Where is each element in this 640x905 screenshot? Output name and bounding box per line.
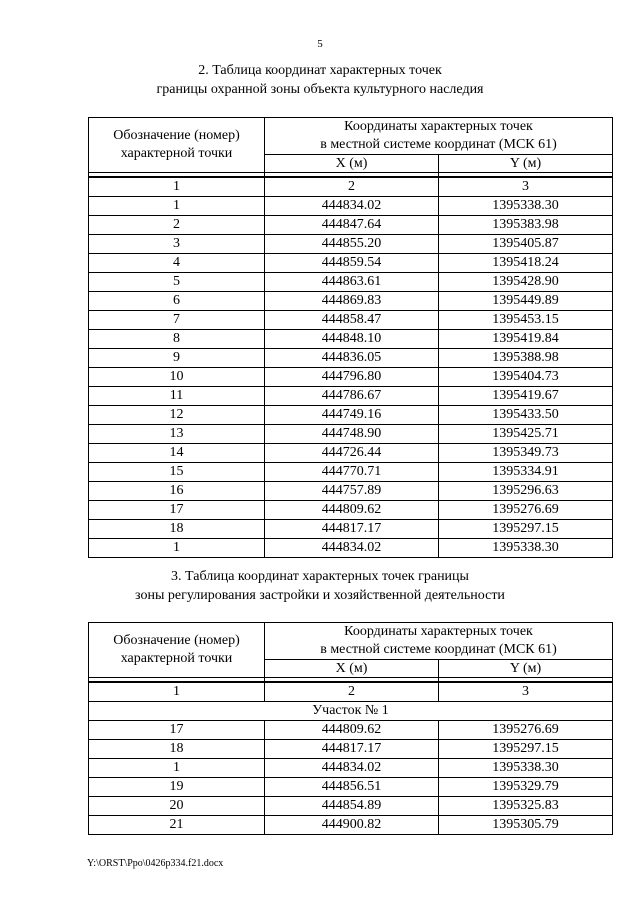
y-coordinate: 1395405.87 (439, 235, 613, 254)
table-row (89, 349, 613, 368)
x-coordinate: 444863.61 (265, 273, 439, 292)
point-number: 9 (89, 349, 265, 368)
x-coordinate: 444834.02 (265, 197, 439, 216)
y-coordinate: 1395276.69 (439, 501, 613, 520)
header-y: Y (м) (439, 660, 613, 678)
header-y: Y (м) (439, 155, 613, 173)
x-coordinate: 444869.83 (265, 292, 439, 311)
x-coordinate: 444847.64 (265, 216, 439, 235)
y-coordinate: 1395449.89 (439, 292, 613, 311)
y-coordinate: 1395383.98 (439, 216, 613, 235)
x-coordinate: 444817.17 (265, 740, 439, 759)
table-row (89, 273, 613, 292)
point-number: 5 (89, 273, 265, 292)
point-number: 1 (89, 539, 265, 558)
x-coordinate: 444834.02 (265, 759, 439, 778)
x-coordinate: 444854.89 (265, 797, 439, 816)
table-row (89, 330, 613, 349)
point-number: 15 (89, 463, 265, 482)
x-coordinate: 444809.62 (265, 501, 439, 520)
table-row (89, 254, 613, 273)
footer-file-path: Y:\ORST\Ppo\0426p334.f21.docx (87, 858, 224, 869)
x-coordinate: 444859.54 (265, 254, 439, 273)
y-coordinate: 1395334.91 (439, 463, 613, 482)
header-coords-line2: в местной системе координат (МСК 61) (320, 642, 557, 657)
table-row (89, 444, 613, 463)
y-coordinate: 1395338.30 (439, 197, 613, 216)
x-coordinate: 444796.80 (265, 368, 439, 387)
x-coordinate: 444856.51 (265, 778, 439, 797)
point-number: 1 (89, 759, 265, 778)
table2-title-line1: 2. Таблица координат характерных точек (198, 63, 442, 78)
point-number: 16 (89, 482, 265, 501)
y-coordinate: 1395433.50 (439, 406, 613, 425)
column-number: 1 (89, 177, 265, 197)
point-number: 20 (89, 797, 265, 816)
y-coordinate: 1395428.90 (439, 273, 613, 292)
header-point-label (89, 623, 265, 678)
header-x: X (м) (265, 155, 439, 173)
x-coordinate: 444836.05 (265, 349, 439, 368)
y-coordinate: 1395325.83 (439, 797, 613, 816)
point-number: 10 (89, 368, 265, 387)
table-row (89, 216, 613, 235)
header-coords-line2: в местной системе координат (МСК 61) (320, 137, 557, 152)
point-number: 13 (89, 425, 265, 444)
column-number: 3 (439, 177, 613, 197)
table-row (89, 463, 613, 482)
x-coordinate: 444855.20 (265, 235, 439, 254)
y-coordinate: 1395338.30 (439, 759, 613, 778)
header-coords-line1: Координаты характерных точек (344, 624, 533, 639)
point-number: 8 (89, 330, 265, 349)
point-number: 18 (89, 740, 265, 759)
table-row (89, 740, 613, 759)
table2 (88, 117, 613, 558)
section-label: Участок № 1 (89, 702, 613, 721)
table-row (89, 721, 613, 740)
table-row (89, 778, 613, 797)
x-coordinate: 444770.71 (265, 463, 439, 482)
column-number: 3 (439, 682, 613, 702)
point-number: 11 (89, 387, 265, 406)
y-coordinate: 1395296.63 (439, 482, 613, 501)
header-coords-label (265, 118, 613, 155)
table-row (89, 425, 613, 444)
table-row (89, 235, 613, 254)
table-row (89, 816, 613, 835)
y-coordinate: 1395453.15 (439, 311, 613, 330)
table-row (89, 197, 613, 216)
table-row (89, 387, 613, 406)
point-number: 18 (89, 520, 265, 539)
x-coordinate: 444726.44 (265, 444, 439, 463)
point-number: 6 (89, 292, 265, 311)
x-coordinate: 444817.17 (265, 520, 439, 539)
column-number: 1 (89, 682, 265, 702)
header-coords-label (265, 623, 613, 660)
y-coordinate: 1395419.84 (439, 330, 613, 349)
table3-title-line2: зоны регулирования застройки и хозяйственной деятельности (135, 588, 505, 603)
x-coordinate: 444834.02 (265, 539, 439, 558)
y-coordinate: 1395419.67 (439, 387, 613, 406)
x-coordinate: 444809.62 (265, 721, 439, 740)
column-number: 2 (265, 682, 439, 702)
table-row (89, 520, 613, 539)
point-number: 19 (89, 778, 265, 797)
section-row (89, 702, 613, 721)
table-row (89, 311, 613, 330)
table2-title-line2: границы охранной зоны объекта культурного наследия (156, 82, 484, 97)
y-coordinate: 1395418.24 (439, 254, 613, 273)
table3-title (0, 567, 640, 605)
y-coordinate: 1395349.73 (439, 444, 613, 463)
y-coordinate: 1395297.15 (439, 520, 613, 539)
point-number: 21 (89, 816, 265, 835)
table3-title-line1: 3. Таблица координат характерных точек границы (171, 569, 469, 584)
column-number: 2 (265, 177, 439, 197)
point-number: 14 (89, 444, 265, 463)
table-row (89, 501, 613, 520)
header-x: X (м) (265, 660, 439, 678)
y-coordinate: 1395388.98 (439, 349, 613, 368)
table-row (89, 539, 613, 558)
point-number: 3 (89, 235, 265, 254)
y-coordinate: 1395305.79 (439, 816, 613, 835)
y-coordinate: 1395425.71 (439, 425, 613, 444)
x-coordinate: 444749.16 (265, 406, 439, 425)
x-coordinate: 444757.89 (265, 482, 439, 501)
x-coordinate: 444848.10 (265, 330, 439, 349)
y-coordinate: 1395404.73 (439, 368, 613, 387)
header-coords-line1: Координаты характерных точек (344, 119, 533, 134)
table-row (89, 368, 613, 387)
header-point-label-text: Обозначение (номер) характерной точки (113, 633, 240, 666)
x-coordinate: 444748.90 (265, 425, 439, 444)
table-row (89, 482, 613, 501)
y-coordinate: 1395276.69 (439, 721, 613, 740)
column-number-row (89, 177, 613, 197)
header-point-label-text: Обозначение (номер) характерной точки (113, 128, 240, 161)
point-number: 17 (89, 721, 265, 740)
x-coordinate: 444858.47 (265, 311, 439, 330)
y-coordinate: 1395329.79 (439, 778, 613, 797)
table-row (89, 797, 613, 816)
table-row (89, 292, 613, 311)
y-coordinate: 1395297.15 (439, 740, 613, 759)
column-number-row (89, 682, 613, 702)
x-coordinate: 444786.67 (265, 387, 439, 406)
point-number: 4 (89, 254, 265, 273)
point-number: 7 (89, 311, 265, 330)
point-number: 17 (89, 501, 265, 520)
y-coordinate: 1395338.30 (439, 539, 613, 558)
table-row (89, 759, 613, 778)
table2-title (0, 61, 640, 99)
table-row (89, 406, 613, 425)
page-number: 5 (317, 38, 323, 50)
x-coordinate: 444900.82 (265, 816, 439, 835)
table3 (88, 622, 613, 835)
point-number: 2 (89, 216, 265, 235)
point-number: 12 (89, 406, 265, 425)
point-number: 1 (89, 197, 265, 216)
header-point-label (89, 118, 265, 173)
